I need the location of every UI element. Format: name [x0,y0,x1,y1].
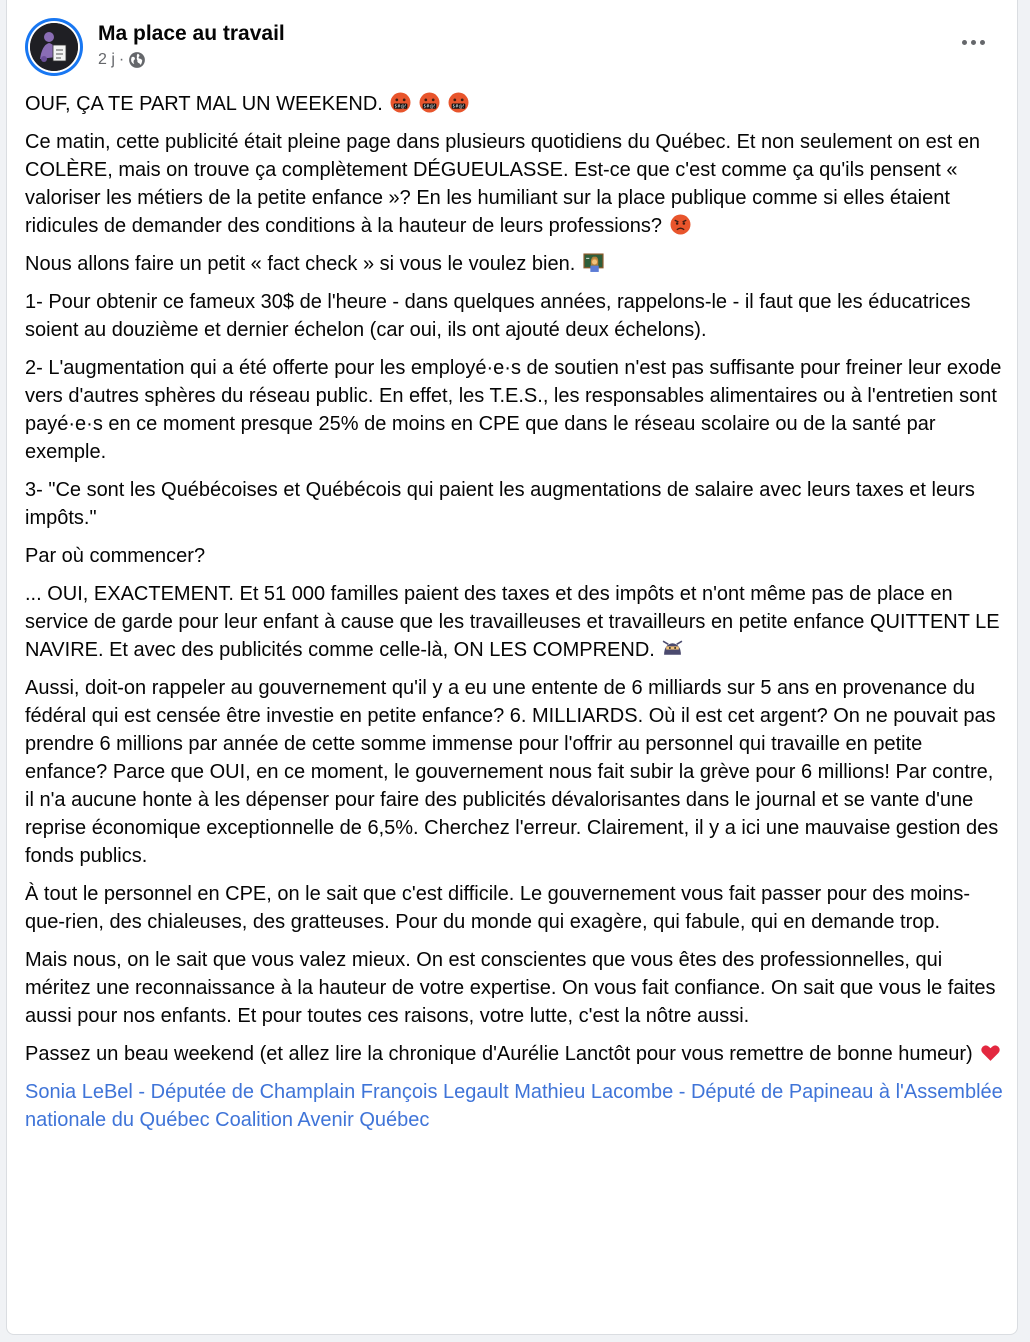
page-name-link[interactable]: Ma place au travail [98,22,285,45]
svg-text:$#@!: $#@! [452,103,465,109]
post-paragraph: ... OUI, EXACTEMENT. Et 51 000 familles paient des taxes et des impôts et n'ont même pas de place en service de garde pour leur enfant à cause que les travailleuses et travailleurs en petite enfance QUITTENT LE NAVIRE. Et avec des publicités comme celle-là, ON LES COMPREND. [25,583,1000,661]
more-dot-icon [962,40,967,45]
page-avatar[interactable] [25,18,83,76]
tag-link-sonia-lebel[interactable]: Sonia LeBel - Députée de Champlain [25,1081,356,1103]
tag-link-coalition-avenir-quebec[interactable]: Coalition Avenir Québec [215,1109,430,1131]
post-paragraph: 2- L'augmentation qui a été offerte pour les employé·e·s de soutien n'est pas suffisante pour freiner leur exode vers d'autres sphères du réseau public. En effet, les T.E.S., les responsables alimentaires ou à l'entretien sont payé·e·s en ce moment presque 25% de moins en CPE que dans le réseau scolaire ou de la santé par exemple. [25,357,1002,463]
post-card [6,0,1018,1335]
post-paragraph: 1- Pour obtenir ce fameux 30$ de l'heure - dans quelques années, rappelons-le - il faut que les éducatrices soient au douzième et dernier échelon (car oui, ils ont ajouté deux échelons). [25,291,971,341]
tagged-accounts [25,1078,1005,1134]
svg-text:$#@!: $#@! [423,103,436,109]
post-timestamp[interactable]: 2 j [98,51,115,68]
swearing-face-emoji [390,92,411,113]
meta-separator: · [118,51,125,68]
tag-link-mathieu-lacombe[interactable]: Mathieu Lacombe - Député de Papineau à l'Assemblée nationale du Québec [25,1081,1003,1131]
more-dot-icon [980,40,985,45]
avatar-logo-icon [30,23,78,71]
post-meta [98,51,146,69]
post-text [25,90,1005,1144]
post-paragraph: 3- "Ce sont les Québécoises et Québécois qui paient les augmentations de salaire avec leurs taxes et leurs impôts." [25,479,975,529]
tag-link-francois-legault[interactable]: François Legault [360,1081,509,1103]
post-paragraph: À tout le personnel en CPE, on le sait que c'est difficile. Le gouvernement vous fait passer pour des moins-que-rien, des chialeuses, des gratteuses. Pour du monde qui exagère, qui fabule, qui en demande trop. [25,883,971,933]
ninja-emoji [662,638,683,659]
teacher-emoji [583,252,604,273]
globe-icon[interactable] [128,51,146,69]
svg-text:$#@!: $#@! [394,103,407,109]
more-dot-icon [971,40,976,45]
post-paragraph: Aussi, doit-on rappeler au gouvernement qu'il y a eu une entente de 6 milliards sur 5 ans en provenance du fédéral qui est censée être investie en petite enfance? 6. MILLIARDS. Où il est cet argent? On ne pouvait pas prendre 6 millions par année de cette somme immense pour l'offrir au personnel qui travaille en petite enfance? Parce que OUI, en ce moment, le gouvernement nous fait subir la grève pour 6 millions! Par contre, il n'a aucune honte à les dépenser pour faire des publicités dévalorisantes dans le journal et se vante d'une reprise économique exceptionnelle de 6,5%. Cherchez l'erreur. Clairement, il y a ici une mauvaise gestion des fonds publics. [25,677,999,867]
swearing-face-emoji [419,92,440,113]
swearing-face-emoji [448,92,469,113]
red-heart-emoji [980,1042,1001,1063]
post-paragraph: Mais nous, on le sait que vous valez mieux. On est conscientes que vous êtes des professionnelles, qui méritez une reconnaissance à la hauteur de votre expertise. On vous fait confiance. On sait que vous le faites aussi pour nos enfants. Et pour toutes ces raisons, votre lutte, c'est la nôtre aussi. [25,949,996,1027]
more-options-button[interactable] [955,28,991,56]
avatar-image [30,23,78,71]
post-header [25,18,999,78]
post-paragraph: Par où commencer? [25,545,206,567]
angry-face-emoji [670,214,691,235]
post-paragraph: Ce matin, cette publicité était pleine page dans plusieurs quotidiens du Québec. Et non seulement on est en COLÈRE, mais on trouve ça complètement DÉGUEULASSE. Est-ce que c'est comme ça qu'ils pensent « valoriser les métiers de la petite enfance »? En les humiliant sur la place publique comme si elles étaient ridicules de demander des conditions à la hauteur de leurs professions? [25,131,981,237]
post-paragraph: Passez un beau weekend (et allez lire la chronique d'Aurélie Lanctôt pour vous remettre de bonne humeur) [25,1040,1005,1068]
post-paragraph: OUF, ÇA TE PART MAL UN WEEKEND. $#@! $#@! $#@! [25,90,1005,118]
post-paragraph: Nous allons faire un petit « fact check » si vous le voulez bien. [25,250,1005,278]
